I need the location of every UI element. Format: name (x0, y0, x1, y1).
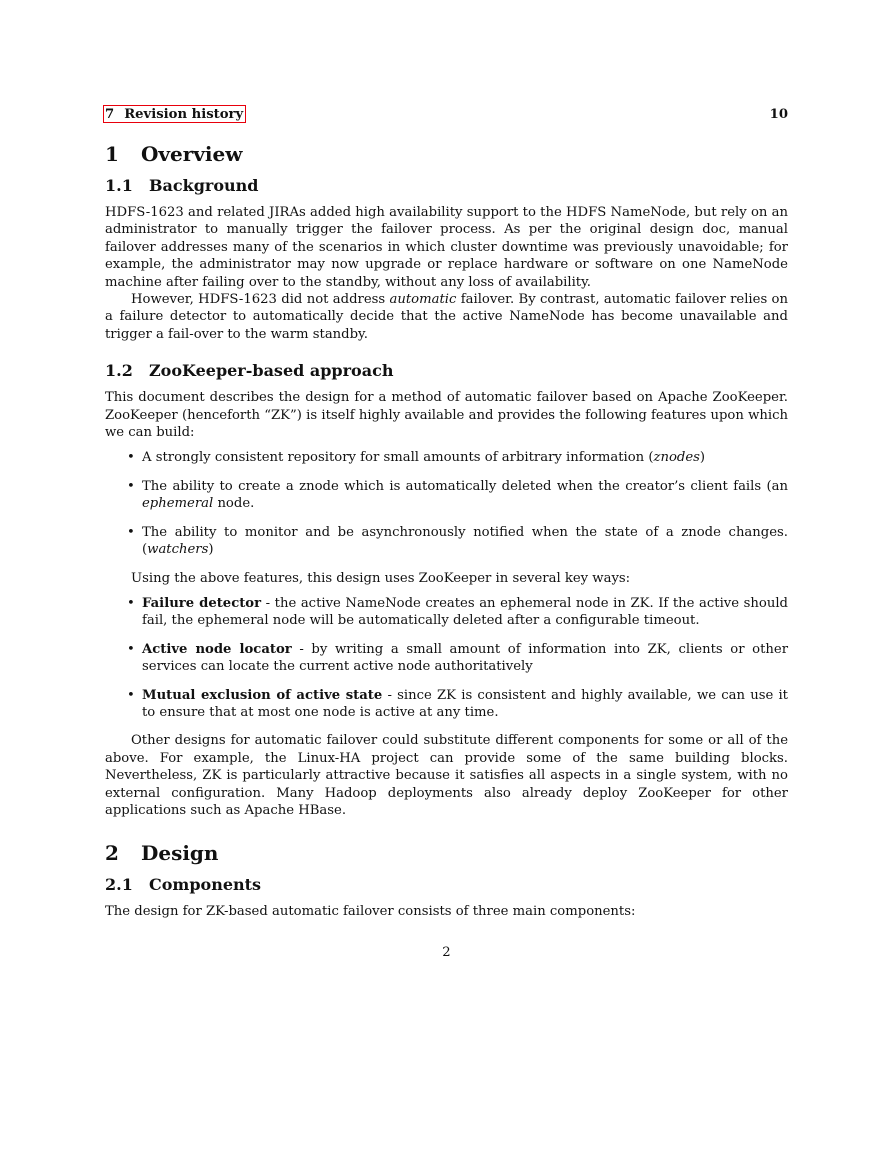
feature-list (105, 449, 788, 558)
toc-link-revision-history[interactable]: 7 Revision history (103, 105, 246, 123)
zookeeper-intro-paragraph: This document describes the design for a method of automatic failover based on Apache ZooKeeper. ZooKeeper (henceforth “ZK”) is itself highly available and provides the following features upon which we can build: (105, 390, 788, 441)
page-content (105, 104, 788, 921)
list-item: • Failure detector - the active NameNode creates an ephemeral node in ZK. If the active should fail, the ephemeral node will be automatically deleted after a configurable timeout. (127, 595, 788, 629)
page-number: 2 (442, 945, 451, 960)
section-heading-overview: 1 Overview (105, 142, 243, 166)
list-item: • Active node locator - by writing a small amount of information into ZK, clients or other services can locate the current active node authoritatively (127, 641, 789, 675)
list-item: • A strongly consistent repository for small amounts of arbitrary information (znodes) (127, 450, 706, 466)
uses-list (105, 595, 788, 721)
zookeeper-closing-paragraph: Other designs for automatic failover could substitute different components for some or all of the above. For example, the Linux-HA project can provide some of the same building blocks. Nevertheless, ZK is particularly attractive because it satisfies all aspects in a single system, with no external configuration. Many Hadoop deployments also already deploy ZooKeeper for other applications such as Apache HBase. (105, 733, 788, 818)
uses-intro-paragraph: Using the above features, this design uses ZooKeeper in several key ways: (131, 570, 631, 586)
list-item: • Mutual exclusion of active state - since ZK is consistent and highly available, we can use it to ensure that at most one node is active at any time. (127, 687, 788, 720)
background-paragraph-2: However, HDFS-1623 did not address automatic failover. By contrast, automatic failover relies on a failure detector to automatically decide that the active NameNode has become unavailable and trigger a fail-over to the warm standby. (105, 292, 788, 342)
list-item: • The ability to create a znode which is automatically deleted when the creator’s client fails (an ephemeral node. (127, 478, 788, 512)
toc-page-number: 10 (769, 106, 788, 122)
components-paragraph: The design for ZK-based automatic failover consists of three main components: (105, 904, 636, 920)
subsection-heading-zookeeper: 1.2 ZooKeeper-based approach (105, 361, 394, 381)
subsection-heading-components: 2.1 Components (105, 875, 262, 895)
section-heading-design: 2 Design (105, 841, 219, 866)
list-item: • The ability to monitor and be asynchronously notified when the state of a znode changes. (watchers) (127, 524, 788, 558)
running-header (105, 104, 788, 124)
subsection-heading-background: 1.1 Background (105, 176, 259, 195)
background-paragraph-1: HDFS-1623 and related JIRAs added high availability support to the HDFS NameNode, but rely on an administrator to manually trigger the failover process. As per the original design doc, manual failover addresses many of the scenarios in which cluster downtime was previously unavoidable; for example, the administrator may now upgrade or replace hardware or software on one NameNode machine after failing over to the standby, without any loss of availability. (105, 205, 788, 290)
